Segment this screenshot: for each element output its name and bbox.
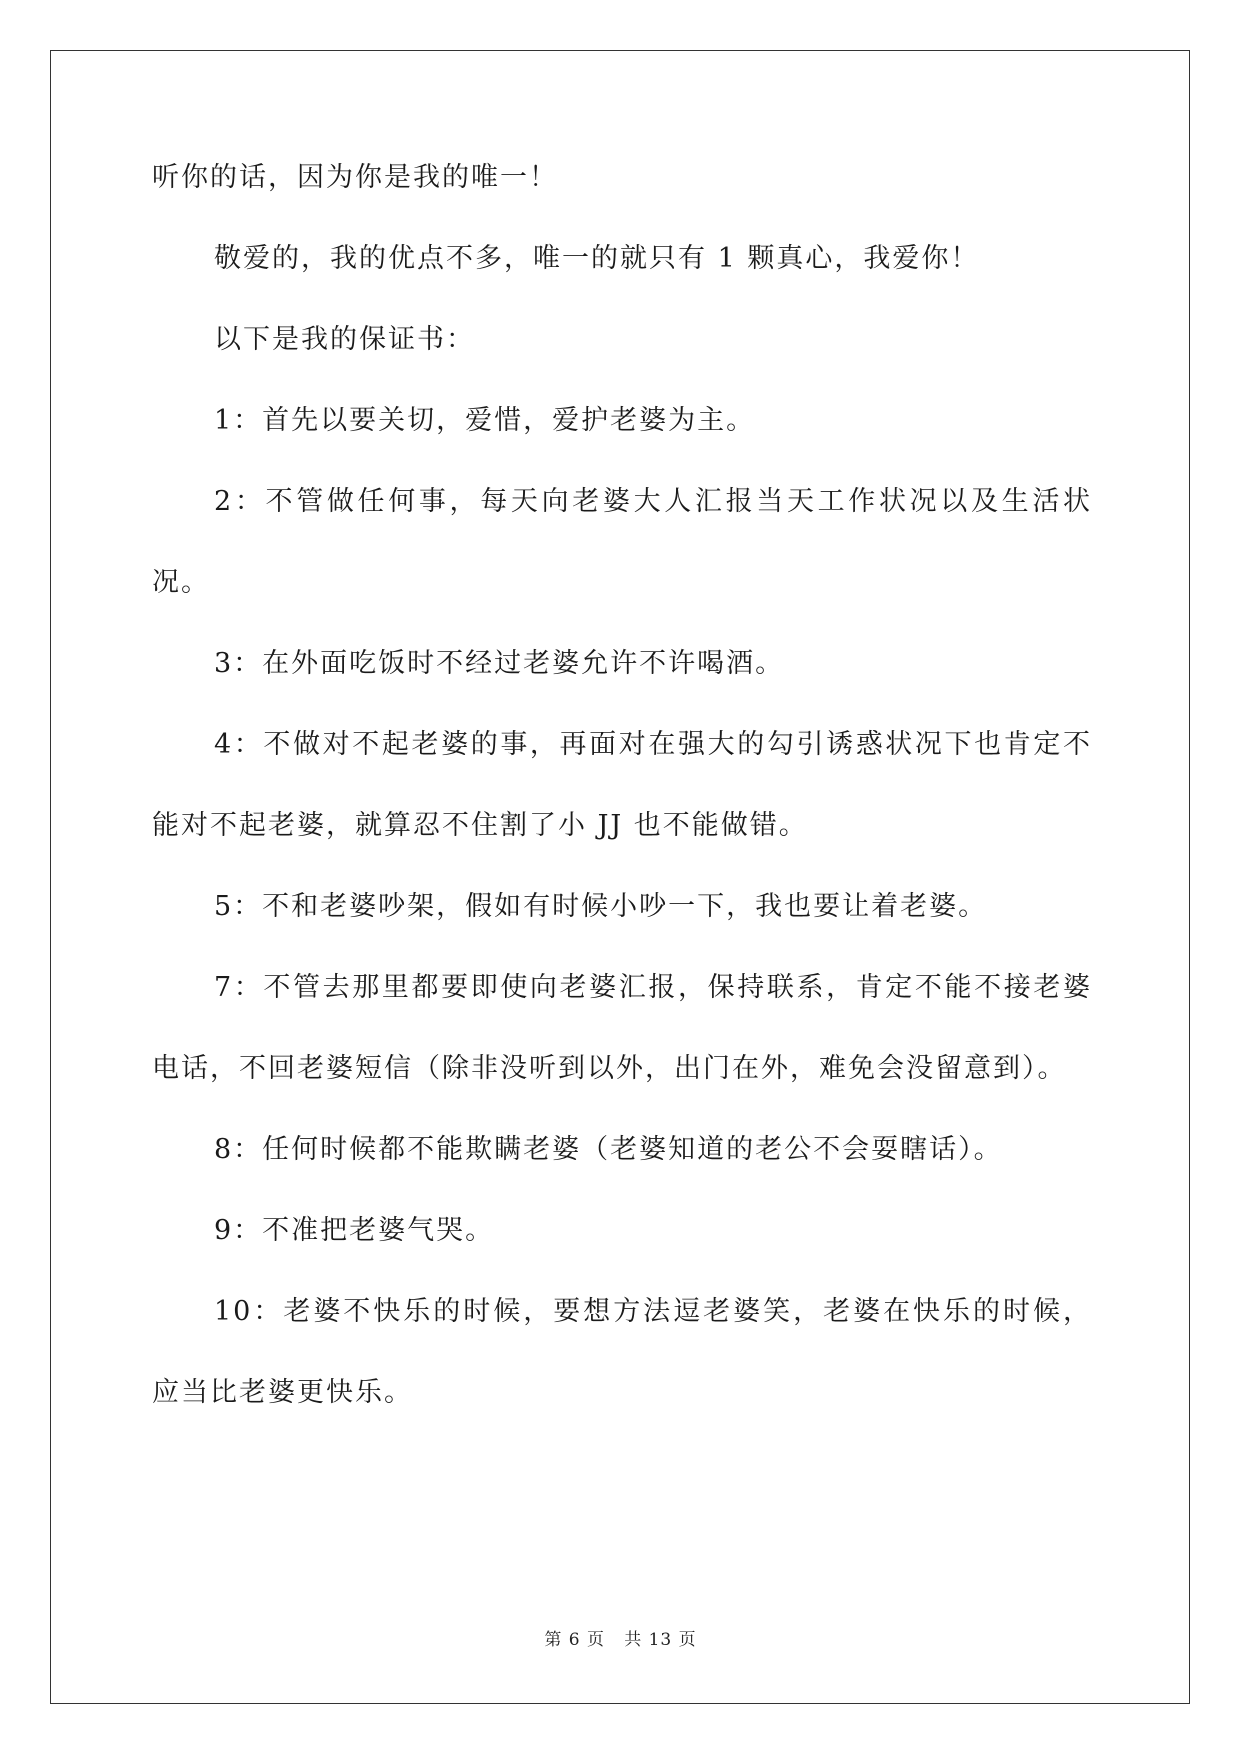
document-body: [152, 164, 1092, 1433]
page-footer: [0, 1625, 1241, 1650]
paragraph-11: 9：不准把老婆气哭。: [214, 1215, 495, 1246]
paragraph-3: 以下是我的保证书：: [214, 324, 475, 355]
paragraph-10: 8：任何时候都不能欺瞒老婆（老婆知道的老公不会耍瞎话）。: [214, 1134, 1003, 1165]
paragraph-5: 2：不管做任何事，每天向老婆大人汇报当天工作状况以及生活状况。: [152, 486, 1092, 598]
paragraph-9: 7：不管去那里都要即使向老婆汇报，保持联系，肯定不能不接老婆电话，不回老婆短信（除非没听到以外，出门在外，难免会没留意到）。: [152, 972, 1092, 1084]
paragraph-2: 敬爱的，我的优点不多，唯一的就只有 1 颗真心，我爱你！: [214, 243, 980, 274]
page-number: 第 6 页: [544, 1630, 605, 1650]
paragraph-8: 5：不和老婆吵架，假如有时候小吵一下，我也要让着老婆。: [214, 891, 988, 922]
paragraph-7: 4：不做对不起老婆的事，再面对在强大的勾引诱惑状况下也肯定不能对不起老婆，就算忍不住割了小 JJ 也不能做错。: [152, 729, 1092, 841]
paragraph-4: 1：首先以要关切，爱惜，爱护老婆为主。: [214, 405, 756, 436]
total-pages: 共 13 页: [624, 1630, 697, 1650]
paragraph-12: 10：老婆不快乐的时候，要想方法逗老婆笑，老婆在快乐的时候，应当比老婆更快乐。: [152, 1296, 1092, 1408]
paragraph-6: 3：在外面吃饭时不经过老婆允许不许喝酒。: [214, 648, 785, 679]
paragraph-1: 听你的话，因为你是我的唯一！: [152, 162, 558, 193]
